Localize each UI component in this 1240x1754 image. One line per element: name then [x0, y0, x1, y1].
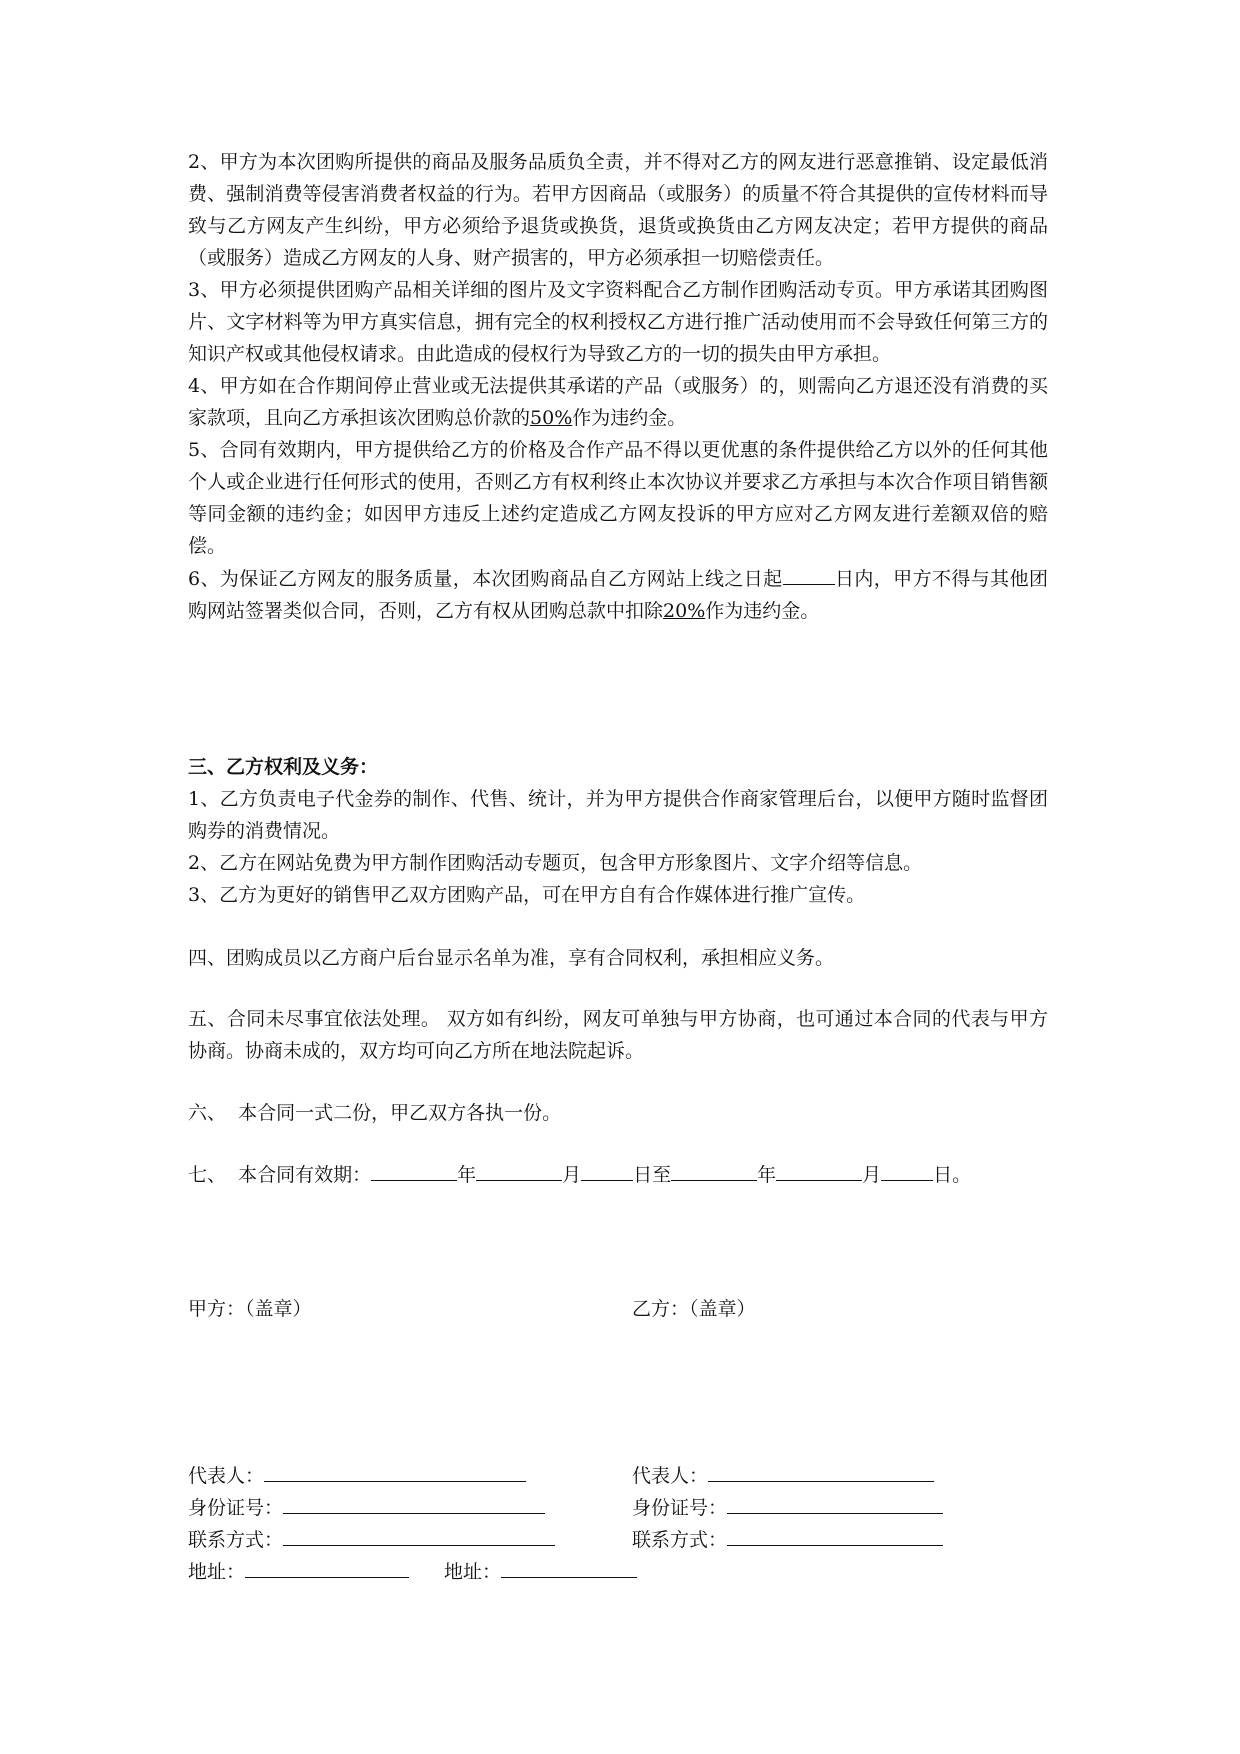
- section-3-item-3: 3、乙方为更好的销售甲乙双方团购产品，可在甲方自有合作媒体进行推广宣传。: [188, 884, 866, 906]
- clause-6-percent: 20%: [663, 600, 706, 622]
- day-to-label: 日至: [633, 1164, 672, 1186]
- party-b-id-field[interactable]: [727, 1491, 943, 1514]
- clause-4: [188, 370, 1048, 434]
- section-6: 六、 本合同一式二份，甲乙双方各执一份。: [188, 1102, 562, 1124]
- day-end-label: 日。: [933, 1164, 972, 1186]
- clause-6: [188, 562, 1048, 627]
- party-a-id-field[interactable]: [283, 1491, 545, 1514]
- party-b-contact: [632, 1523, 943, 1556]
- month-label: 月: [562, 1164, 582, 1186]
- clause-4-text: 4、甲方如在合作期间停止营业或无法提供其承诺的产品（或服务）的，则需向乙方退还没有消费的买家款项，且向乙方承担该次团购总价款的: [188, 375, 1048, 429]
- clause-2: 2、甲方为本次团购所提供的商品及服务品质负全责，并不得对乙方的网友进行恶意推销、设定最低消费、强制消费等侵害消费者权益的行为。若甲方因商品（或服务）的质量不符合其提供的宣传材料而导致与乙方网友产生纠纷，甲方必须给予退货或换货，退货或换货由乙方网友决定；若甲方提供的商品（或服务）造成乙方网友的人身、财产损害的，甲方必须承担一切赔偿责任。: [188, 151, 1048, 269]
- section-7: [188, 1158, 971, 1191]
- rep-label: 代表人：: [188, 1465, 265, 1487]
- start-month-blank[interactable]: [476, 1158, 562, 1181]
- id-label: 身份证号：: [632, 1497, 728, 1519]
- party-b-rep: [632, 1459, 934, 1492]
- address-label: 地址：: [444, 1561, 502, 1583]
- party-b-seal: 乙方：（盖章）: [632, 1298, 756, 1320]
- party-a-contact: [188, 1523, 555, 1556]
- section-3: [188, 751, 1048, 911]
- end-month-blank[interactable]: [776, 1158, 862, 1181]
- party-a-contact-field[interactable]: [283, 1523, 555, 1546]
- rep-label: 代表人：: [632, 1465, 709, 1487]
- section-3-heading: 三、乙方权利及义务：: [188, 756, 379, 778]
- party-a-rep: [188, 1459, 526, 1492]
- clause-5: 5、合同有效期内，甲方提供给乙方的价格及合作产品不得以更优惠的条件提供给乙方以外的任何其他个人或企业进行任何形式的使用，否则乙方有权利终止本次协议并要求乙方承担与本次合作项目销售额等同金额的违约金；如因甲方违反上述约定造成乙方网友投诉的甲方应对乙方网友进行差额双倍的赔偿。: [188, 439, 1048, 557]
- start-year-blank[interactable]: [371, 1158, 457, 1181]
- end-day-blank[interactable]: [881, 1158, 933, 1181]
- party-a-address: [188, 1555, 409, 1588]
- clause-4-tail: 作为违约金。: [572, 407, 687, 429]
- clause-4-percent: 50%: [530, 407, 573, 429]
- clause-6-mid: 日内，甲方不得与其他团购网站签署类似合同，否则，乙方有权从团购总款中扣除: [188, 568, 1048, 622]
- party-a-id: [188, 1491, 545, 1524]
- month-label-2: 月: [862, 1164, 882, 1186]
- clause-6-text: 6、为保证乙方网友的服务质量，本次团购商品自乙方网站上线之日起: [188, 568, 783, 590]
- clause-6-tail: 作为违约金。: [705, 600, 820, 622]
- id-label: 身份证号：: [188, 1497, 284, 1519]
- party-a-seal: 甲方：（盖章）: [188, 1298, 312, 1320]
- section-5: 五、合同未尽事宜依法处理。 双方如有纠纷，网友可单独与甲方协商，也可通过本合同的代表与甲方协商。协商未成的，双方均可向乙方所在地法院起诉。: [188, 1008, 1048, 1062]
- start-day-blank[interactable]: [581, 1158, 633, 1181]
- section-4: 四、团购成员以乙方商户后台显示名单为准，享有合同权利，承担相应义务。: [188, 947, 835, 969]
- party-b-contact-field[interactable]: [727, 1523, 943, 1546]
- year-label-2: 年: [757, 1164, 777, 1186]
- clause-3: 3、甲方必须提供团购产品相关详细的图片及文字资料配合乙方制作团购活动专页。甲方承诺其团购图片、文字材料等为甲方真实信息，拥有完全的权利授权乙方进行推广活动使用而不会导致任何第三方的知识产权或其他侵权请求。由此造成的侵权行为导致乙方的一切的损失由甲方承担。: [188, 279, 1048, 365]
- party-b-address-field[interactable]: [501, 1555, 637, 1578]
- address-label: 地址：: [188, 1561, 246, 1583]
- year-label: 年: [457, 1164, 477, 1186]
- section-7-label: 七、 本合同有效期：: [188, 1164, 372, 1186]
- party-a-rep-field[interactable]: [264, 1459, 526, 1482]
- party-a-address-field[interactable]: [245, 1555, 409, 1578]
- party-b-address: [444, 1555, 637, 1588]
- party-b-id: [632, 1491, 943, 1524]
- days-blank[interactable]: [783, 562, 835, 585]
- section-3-item-2: 2、乙方在网站免费为甲方制作团购活动专题页，包含甲方形象图片、文字介绍等信息。: [188, 852, 923, 874]
- contact-label: 联系方式：: [188, 1529, 284, 1551]
- clauses-block: [188, 146, 1048, 627]
- end-year-blank[interactable]: [671, 1158, 757, 1181]
- contact-label: 联系方式：: [632, 1529, 728, 1551]
- party-b-rep-field[interactable]: [708, 1459, 934, 1482]
- section-3-item-1: 1、乙方负责电子代金券的制作、代售、统计，并为甲方提供合作商家管理后台，以便甲方随时监督团购券的消费情况。: [188, 788, 1048, 842]
